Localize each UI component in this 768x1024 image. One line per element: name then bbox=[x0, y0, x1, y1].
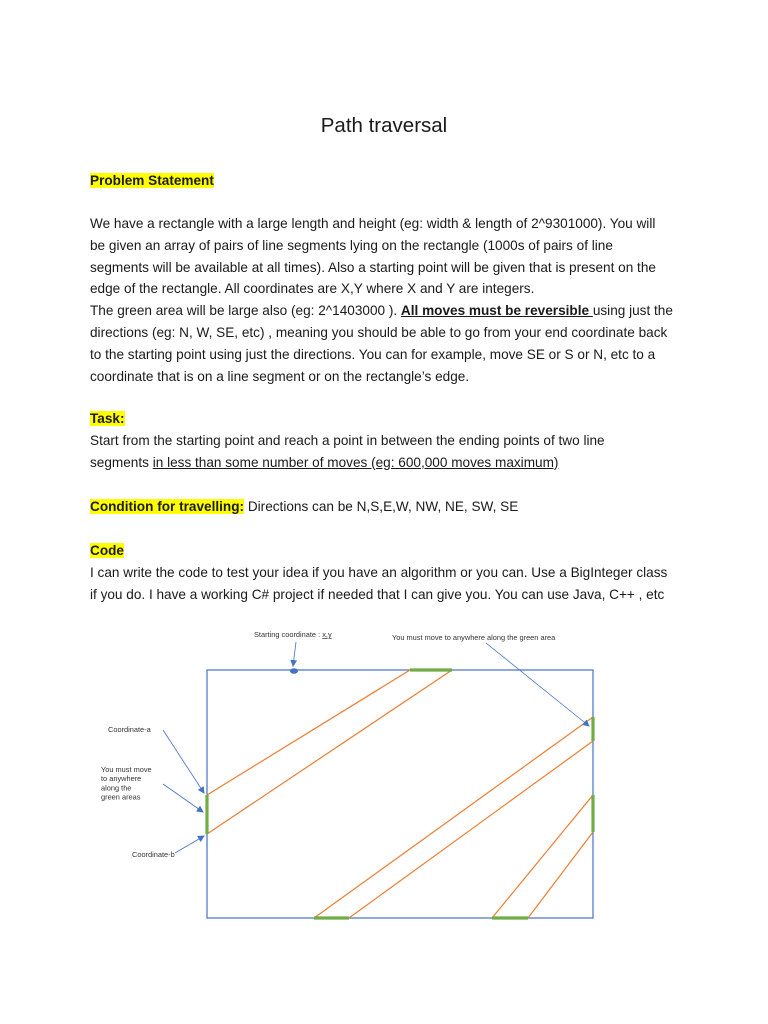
page-title: Path traversal bbox=[320, 114, 448, 137]
code-line: I can write the code to test your idea if you have an algorithm or you can. Use a BigInteger class bbox=[90, 564, 668, 580]
line-segment bbox=[207, 670, 410, 795]
start-label-text: Starting coordinate : bbox=[254, 630, 323, 639]
green-area-arrow bbox=[486, 643, 589, 726]
problem-line: edge of the rectangle. All coordinates are X,Y where X and Y are integers. bbox=[90, 281, 535, 297]
coordinate-b-label: Coordinate-b bbox=[132, 850, 175, 859]
code-heading: Code bbox=[90, 543, 124, 558]
move-label-line: along the bbox=[101, 783, 132, 793]
start-label bbox=[254, 630, 332, 639]
green-area-text-tail: using just the bbox=[592, 303, 673, 319]
line-segments bbox=[207, 670, 593, 918]
task-heading: Task: bbox=[90, 411, 125, 426]
line-segment bbox=[528, 832, 593, 918]
start-label-xy: x,y bbox=[322, 630, 332, 639]
move-label bbox=[101, 765, 154, 802]
starting-point bbox=[290, 668, 298, 674]
task-move-limit: in less than some number of moves (eg: 600,000 moves maximum) bbox=[152, 454, 559, 470]
coordinate-a-label: Coordinate-a bbox=[108, 725, 151, 734]
problem-line: We have a rectangle with a large length and height (eg: width & length of 2^9301000). You will bbox=[90, 216, 656, 231]
move-label-arrow bbox=[163, 784, 203, 812]
coordinate-a-arrow bbox=[163, 730, 204, 793]
start-arrow bbox=[293, 642, 296, 666]
line-segment bbox=[349, 741, 593, 918]
problem-line: directions (eg: N, W, SE, etc) , meaning you should be able to go from your end coordinate back bbox=[90, 324, 668, 340]
green-area-text: The green area will be large also (eg: 2^1403000 ). bbox=[90, 303, 401, 319]
condition-heading: Condition for travelling: bbox=[90, 499, 245, 514]
green-area-label: You must move to anywhere along the green area bbox=[392, 633, 556, 642]
problem-line: segments will be available at all times). Also a starting point will be given that is present on the bbox=[90, 259, 656, 275]
problem-line: to the starting point using just the directions. You can for example, move SE or S or N, etc to a bbox=[90, 346, 656, 362]
code-line: if you do. I have a working C# project if needed that I can give you. You can use Java, C++ , etc bbox=[90, 586, 665, 602]
problem-line: be given an array of pairs of line segments lying on the rectangle (1000s of pairs of line bbox=[90, 237, 613, 253]
reversible-emphasis: All moves must be reversible bbox=[400, 303, 593, 319]
problem-heading: Problem Statement bbox=[90, 173, 214, 188]
task-line2-text: segments bbox=[90, 454, 153, 470]
move-label-line: You must move bbox=[101, 765, 152, 774]
task-line: Start from the starting point and reach a point in between the ending points of two line bbox=[90, 432, 605, 448]
coordinate-b-arrow bbox=[175, 836, 204, 853]
move-label-line: to anywhere bbox=[101, 774, 142, 784]
problem-line: coordinate that is on a line segment or on the rectangle’s edge. bbox=[90, 368, 470, 384]
move-label-line: green areas bbox=[101, 792, 141, 802]
condition-text: Directions can be N,S,E,W, NW, NE, SW, SE bbox=[244, 499, 519, 514]
line-segment bbox=[207, 670, 452, 834]
